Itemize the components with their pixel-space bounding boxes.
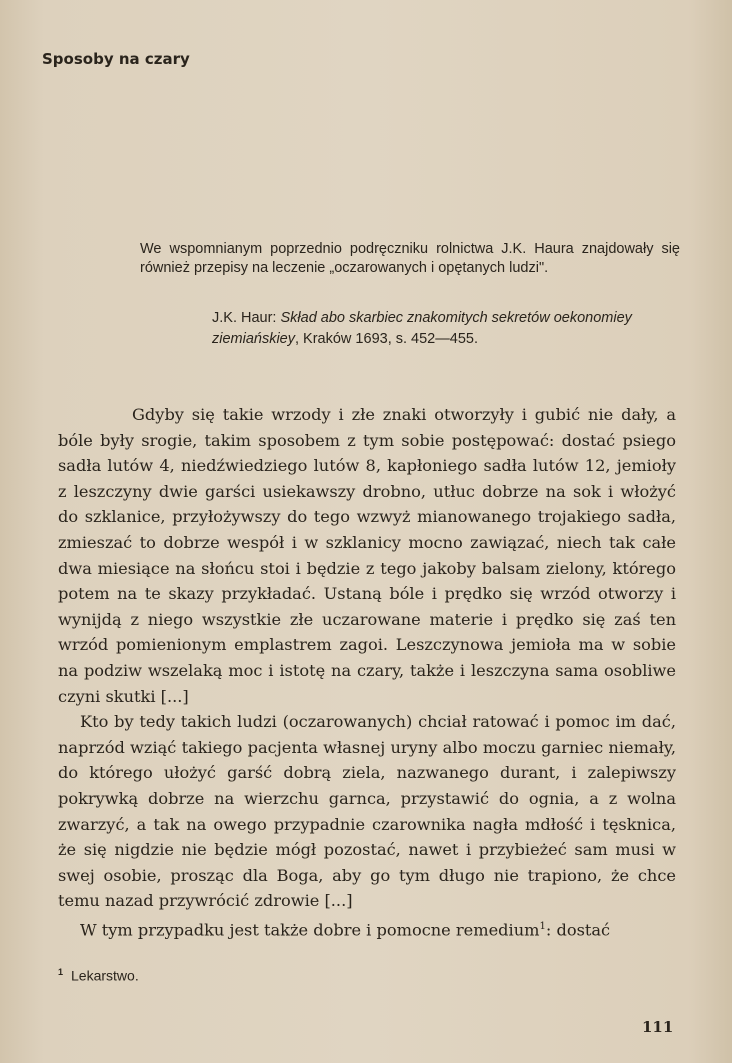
source-citation bbox=[212, 308, 680, 350]
footnote-text: Lekarstwo. bbox=[71, 967, 139, 984]
citation-title: Skład abo skarbiec znakomitych sekretów oekonomiey ziemiańskiey bbox=[212, 310, 632, 347]
body-paragraph-2: Kto by tedy takich ludzi (oczarowanych) chciał ratować i pomoc im dać, naprzód wziąć takiego pacjenta własnej uryny albo moczu garniec niemały, do którego ułożyć garść dobrą ziela, nazwanego durant, i zalepiwszy pokrywką dobrze na wierzchu garnca, przystawić do ognia, a z wolna zwarzyć, a tak na owego przypadnie czarownika nagła mdłość i tęsknica, że się nigdzie nie będzie mógł pozostać, nawet i przybieżeć sam musi w swej osobie, prosząc dla Boga, aby go tym długo nie trapiono, że chce temu nazad przywrócić zdrowie [...] bbox=[58, 712, 676, 911]
body-paragraph-3-text: W tym przypadku jest także dobre i pomocne remedium bbox=[80, 920, 540, 940]
body-paragraph-3 bbox=[58, 914, 676, 943]
footnote-mark: 1 bbox=[58, 967, 64, 977]
main-text bbox=[58, 402, 676, 943]
footnote-reference: 1 bbox=[539, 920, 546, 932]
footnote bbox=[58, 967, 139, 984]
intro-paragraph: We wspomnianym poprzednio podręczniku rolnictwa J.K. Haura znajdowały się również przepisy na leczenie „oczarowanych i opętanych ludzi". bbox=[140, 241, 680, 276]
body-paragraph-3-end: : dostać bbox=[545, 920, 611, 940]
running-header: Sposoby na czary bbox=[42, 50, 190, 68]
page-number: 111 bbox=[642, 1018, 674, 1036]
citation-author: J.K. Haur: bbox=[212, 310, 281, 326]
citation-details: , Kraków 1693, s. 452—455. bbox=[295, 331, 478, 347]
body-paragraph-1: Gdyby się takie wrzody i złe znaki otworzyły i gubić nie dały, a bóle były srogie, takim sposobem z tym sobie postępować: dostać psiego sadła lutów 4, niedźwiedziego lutów 8, kapłoniego sadła lutów 12, jemioły z leszczyny dwie garści usiekawszy drobno, utłuc dobrze na sok i włożyć do szklanice, przyłożywszy do tego wzwyż mianowanego trojakiego sadła, zmieszać to dobrze wespół i w szklanicy mocno zawiązać, niech tak całe dwa miesiące na słońcu stoi i będzie z tego jakoby balsam zielony, którego potem na te skazy przykładać. Ustaną bóle i prędko się wrzód otworzy i wynijdą z niego wszystkie złe uczarowane materie i prędko się zaś ten wrzód pomienionym emplastrem zagoi. Leszczynowa jemioła ma w sobie na podziw wszelaką moc i istotę na czary, także i leszczyna sama osobliwe czyni skutki [...] bbox=[58, 405, 676, 706]
